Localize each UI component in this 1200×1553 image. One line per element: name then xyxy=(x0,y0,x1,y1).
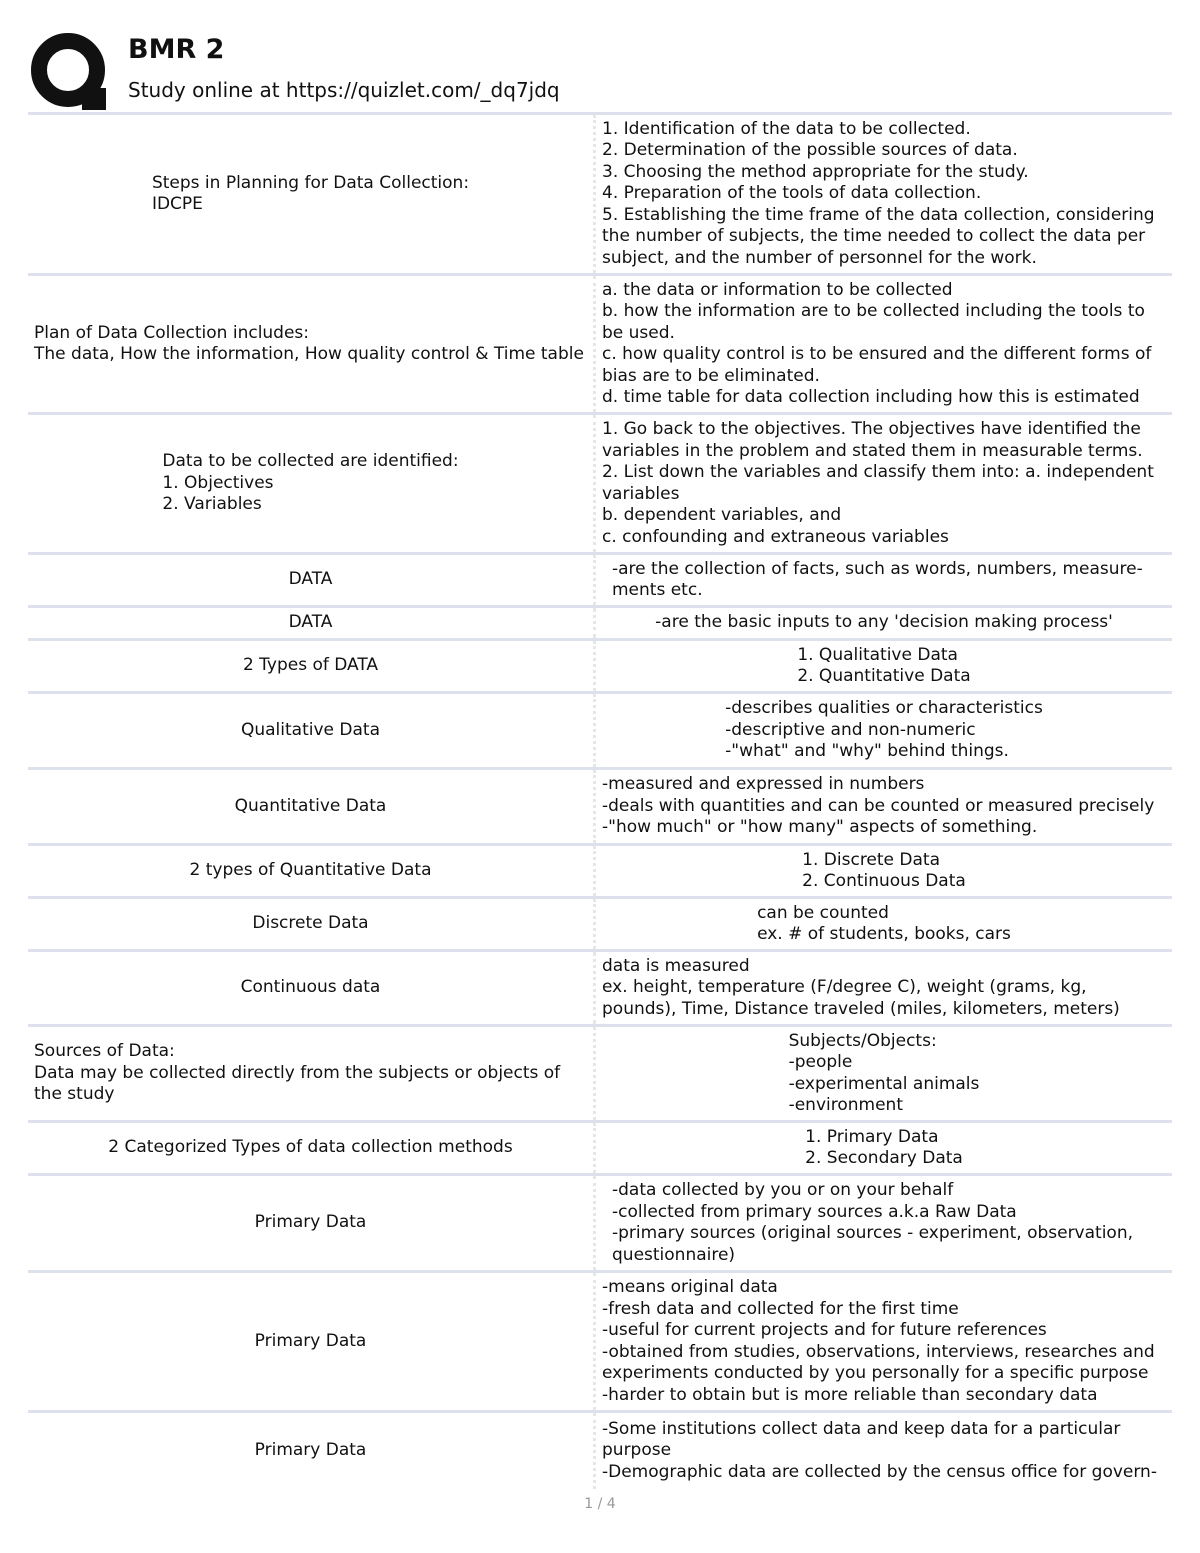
term-cell xyxy=(28,276,596,412)
definition-cell xyxy=(596,115,1172,273)
definition-text: a. the data or information to be collected b. how the information are to be collected including the tools to be used. c. how quality control is to be ensured and the different forms of bias are to be eliminated. d. time table for data collection including how this is estimated xyxy=(602,279,1152,407)
term-text: 2 types of Quantitative Data xyxy=(189,860,432,881)
term-text: DATA xyxy=(288,612,333,633)
term-text: Primary Data xyxy=(254,1212,367,1233)
definition-cell xyxy=(596,555,1172,605)
definition-cell xyxy=(596,641,1172,691)
term-text: Continuous data xyxy=(240,977,381,998)
term-text: Plan of Data Collection includes: The data, How the information, How quality control & Time table xyxy=(34,322,584,364)
definition-text: 1. Qualitative Data 2. Quantitative Data xyxy=(797,644,971,686)
definition-text: -data collected by you or on your behalf -collected from primary sources a.k.a Raw Data -primary sources (original sources - experiment, observation, questionnaire) xyxy=(612,1180,1134,1265)
definition-cell xyxy=(596,899,1172,949)
flashcard-row xyxy=(28,952,1172,1027)
set-title: BMR 2 xyxy=(128,34,225,65)
term-cell xyxy=(28,899,596,949)
term-cell xyxy=(28,415,596,552)
term-cell xyxy=(28,555,596,605)
definition-text: 1. Identification of the data to be collected. 2. Determination of the possible sources of data. 3. Choosing the method appropriate for the study. 4. Preparation of the tools of data collection. 5. Establishing the time frame of the data collection, considering the number of subjects, the time needed to collect the data per subject, and the number of personnel for the work. xyxy=(602,118,1155,268)
definition-text: 1. Discrete Data 2. Continuous Data xyxy=(802,849,966,891)
definition-text: can be counted ex. # of students, books, cars xyxy=(757,902,1011,944)
definition-cell xyxy=(596,1273,1172,1410)
definition-cell xyxy=(596,694,1172,767)
definition-text: -measured and expressed in numbers -deals with quantities and can be counted or measured precisely -"how much" or "how many" aspects of something. xyxy=(602,774,1155,838)
flashcard-row xyxy=(28,415,1172,555)
flashcard-row xyxy=(28,641,1172,694)
term-text: Quantitative Data xyxy=(234,795,387,816)
flashcard-row xyxy=(28,276,1172,415)
definition-cell xyxy=(596,770,1172,843)
definition-text: -means original data -fresh data and collected for the first time -useful for current projects and for future references -obtained from studies, observations, interviews, researches and experiments conducted by you personally for a specific purpose -harder to obtain but is more reliable than secondary data xyxy=(602,1277,1155,1405)
definition-cell xyxy=(596,846,1172,896)
flashcard-row xyxy=(28,1123,1172,1176)
definition-text: -describes qualities or characteristics -descriptive and non-numeric -"what" and "why" behind things. xyxy=(725,698,1043,762)
flashcard-row xyxy=(28,1273,1172,1413)
flashcard-row xyxy=(28,608,1172,641)
term-cell xyxy=(28,1273,596,1410)
flashcard-row xyxy=(28,694,1172,770)
definition-cell xyxy=(596,952,1172,1024)
definition-cell xyxy=(596,1413,1172,1489)
term-text: Primary Data xyxy=(254,1330,367,1351)
term-cell xyxy=(28,1123,596,1173)
definition-text: -Some institutions collect data and keep data for a particular purpose -Demographic data are collected by the census office for govern- xyxy=(602,1418,1157,1482)
term-cell xyxy=(28,641,596,691)
flashcard-row xyxy=(28,899,1172,952)
flashcard-row xyxy=(28,555,1172,608)
term-cell xyxy=(28,846,596,896)
flashcard-row xyxy=(28,846,1172,899)
study-online-link[interactable]: Study online at https://quizlet.com/_dq7jdq xyxy=(128,78,560,102)
flashcard-table xyxy=(28,112,1172,1489)
definition-cell xyxy=(596,1176,1172,1270)
definition-text: Subjects/Objects: -people -experimental animals -environment xyxy=(788,1030,980,1115)
term-text: Data to be collected are identified: 1. Objectives 2. Variables xyxy=(162,451,459,515)
flashcard-row xyxy=(28,115,1172,276)
definition-cell xyxy=(596,608,1172,638)
term-cell xyxy=(28,1176,596,1270)
term-cell xyxy=(28,952,596,1024)
definition-text: 1. Primary Data 2. Secondary Data xyxy=(805,1126,963,1168)
term-text: 2 Categorized Types of data collection methods xyxy=(108,1137,513,1158)
definition-text: 1. Go back to the objectives. The objectives have identified the variables in the problem and stated them in measurable terms. 2. List down the variables and classify them into: a. independent variables b. dependent variables, and c. confounding and extraneous variables xyxy=(602,419,1154,547)
term-cell xyxy=(28,115,596,273)
term-text: Sources of Data: Data may be collected directly from the subjects or objects of the study xyxy=(34,1041,561,1105)
term-cell xyxy=(28,694,596,767)
term-text: Primary Data xyxy=(254,1440,367,1461)
flashcard-row xyxy=(28,1176,1172,1273)
flashcard-row xyxy=(28,770,1172,846)
term-cell xyxy=(28,1413,596,1489)
definition-cell xyxy=(596,276,1172,412)
definition-text: -are the collection of facts, such as words, numbers, measure- ments etc. xyxy=(612,558,1143,600)
quizlet-logo-icon xyxy=(30,32,110,112)
term-cell xyxy=(28,608,596,638)
term-text: Discrete Data xyxy=(252,913,369,934)
term-text: DATA xyxy=(288,569,333,590)
definition-cell xyxy=(596,1027,1172,1120)
definition-cell xyxy=(596,1123,1172,1173)
term-cell xyxy=(28,1027,596,1120)
flashcard-row xyxy=(28,1413,1172,1489)
term-cell xyxy=(28,770,596,843)
term-text: 2 Types of DATA xyxy=(242,655,379,676)
definition-text: data is measured ex. height, temperature (F/degree C), weight (grams, kg, pounds), Time, Distance traveled (miles, kilometers, meters) xyxy=(602,955,1120,1019)
definition-text: -are the basic inputs to any 'decision making process' xyxy=(655,612,1113,633)
page-header xyxy=(30,28,1180,110)
flashcard-row xyxy=(28,1027,1172,1123)
term-text: Steps in Planning for Data Collection: IDCPE xyxy=(151,172,470,214)
page-number: 1 / 4 xyxy=(584,1496,616,1512)
definition-cell xyxy=(596,415,1172,552)
term-text: Qualitative Data xyxy=(240,719,380,740)
